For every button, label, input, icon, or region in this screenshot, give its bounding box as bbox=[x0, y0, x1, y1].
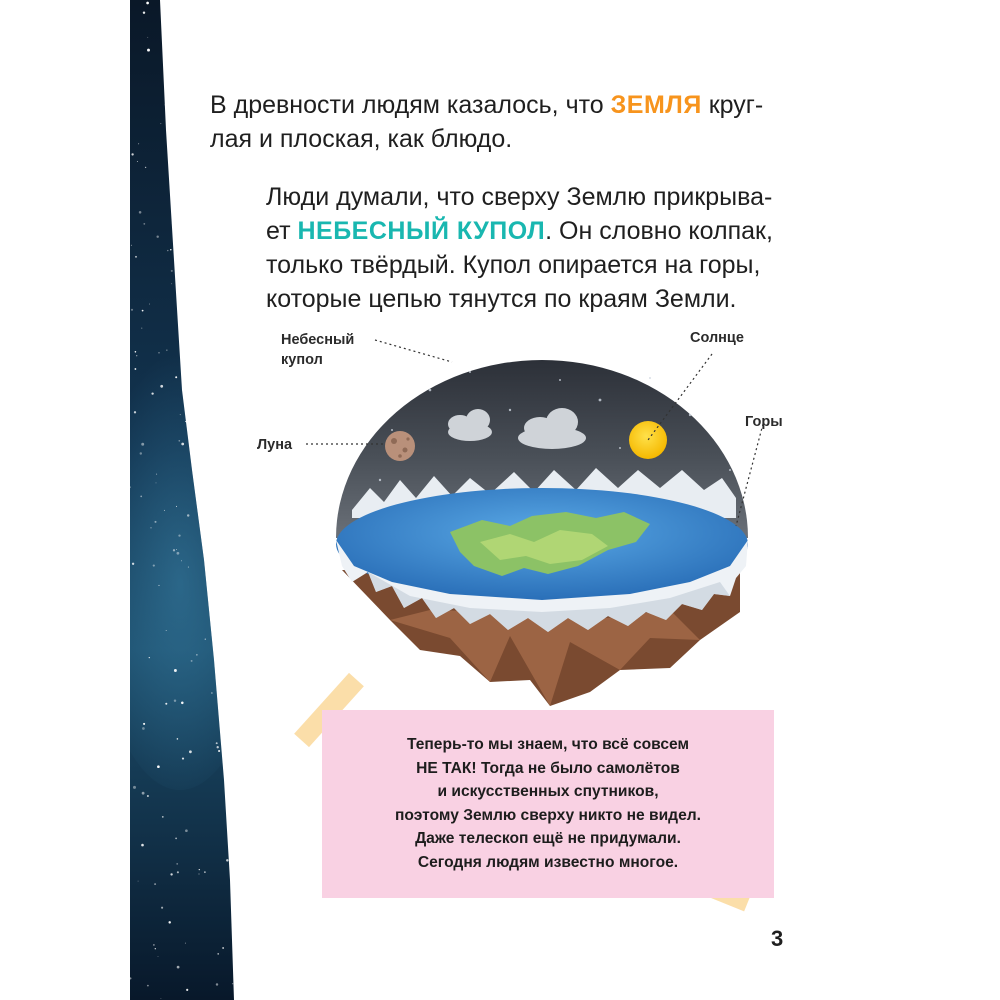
intro-text-after: круг- bbox=[701, 91, 764, 119]
star bbox=[131, 245, 132, 246]
page-number: 3 bbox=[771, 926, 784, 951]
star bbox=[198, 76, 200, 78]
dome-paragraph-line-4: которые цепью тянутся по краям Земли. bbox=[266, 285, 737, 313]
star bbox=[160, 123, 161, 124]
star bbox=[168, 921, 170, 923]
star bbox=[198, 153, 200, 155]
star bbox=[211, 278, 213, 280]
star bbox=[149, 304, 150, 305]
star bbox=[206, 160, 207, 161]
label-sky-dome bbox=[281, 330, 354, 370]
star bbox=[147, 37, 148, 38]
star bbox=[231, 82, 234, 85]
sky-dome-highlight: НЕБЕСНЫЙ КУПОЛ bbox=[297, 217, 546, 245]
label-sky-dome-line-1: Небесный bbox=[281, 332, 355, 348]
star bbox=[222, 947, 224, 949]
dome-paragraph-line-1: Люди думали, что сверху Землю прикрыва- bbox=[266, 183, 773, 211]
note-line: Теперь-то мы знаем, что всё совсем bbox=[406, 736, 690, 753]
star bbox=[216, 983, 218, 985]
star bbox=[172, 222, 174, 224]
star bbox=[188, 294, 191, 297]
star bbox=[142, 310, 144, 312]
star bbox=[146, 2, 149, 5]
label-moon: Луна bbox=[257, 437, 293, 453]
star bbox=[170, 249, 171, 250]
note-line: Даже телескоп ещё не придумали. bbox=[415, 830, 681, 847]
star bbox=[135, 256, 137, 258]
star bbox=[203, 14, 204, 15]
star bbox=[187, 23, 189, 25]
star bbox=[158, 956, 159, 957]
star bbox=[178, 250, 181, 253]
star bbox=[181, 51, 182, 52]
note-line: поэтому Землю сверху никто не видел. bbox=[395, 806, 701, 824]
star bbox=[147, 985, 149, 987]
note-line: и искусственных спутников, bbox=[437, 783, 659, 800]
star bbox=[178, 156, 180, 158]
star bbox=[137, 161, 138, 162]
star bbox=[147, 49, 150, 52]
star bbox=[142, 727, 145, 730]
star bbox=[154, 883, 156, 885]
star bbox=[186, 278, 188, 280]
star bbox=[138, 143, 139, 144]
earth-highlight: ЗЕМЛЯ bbox=[610, 91, 702, 119]
label-sun: Солнце bbox=[690, 330, 744, 346]
star bbox=[177, 966, 180, 969]
star bbox=[232, 983, 233, 984]
star bbox=[217, 953, 219, 955]
star bbox=[131, 153, 133, 155]
star bbox=[156, 235, 158, 237]
star bbox=[195, 145, 198, 148]
dome-paragraph-line-3: только твёрдый. Купол опирается на горы, bbox=[266, 251, 761, 279]
dome-text-before: ет bbox=[266, 217, 298, 245]
dome-text-after: . Он словно колпак, bbox=[545, 217, 773, 245]
note-line: Сегодня людям известно многое. bbox=[417, 853, 679, 871]
star bbox=[231, 893, 232, 894]
star bbox=[143, 223, 145, 225]
star bbox=[232, 5, 233, 6]
note-line: НЕ ТАК! Тогда не было самолётов bbox=[416, 759, 680, 777]
star bbox=[164, 27, 165, 28]
star bbox=[200, 157, 202, 159]
intro-paragraph-line-2: лая и плоская, как блюдо. bbox=[210, 125, 513, 153]
star bbox=[139, 211, 142, 214]
intro-paragraph-line-1 bbox=[210, 88, 763, 123]
star bbox=[160, 998, 161, 999]
star bbox=[198, 7, 199, 8]
star bbox=[155, 948, 156, 949]
flat-earth-illustration bbox=[130, 320, 870, 710]
star bbox=[169, 90, 171, 92]
star bbox=[131, 309, 133, 311]
star bbox=[185, 943, 186, 944]
star bbox=[186, 989, 188, 991]
star bbox=[143, 723, 145, 725]
star bbox=[180, 250, 182, 252]
leader-line-dome bbox=[375, 340, 452, 362]
dome-paragraph-line-2 bbox=[266, 214, 773, 249]
star bbox=[175, 74, 178, 77]
star bbox=[171, 270, 173, 272]
star bbox=[216, 178, 218, 180]
star bbox=[138, 881, 139, 882]
star bbox=[200, 2, 201, 3]
book-page bbox=[130, 0, 870, 1000]
star bbox=[143, 11, 145, 13]
label-mountains: Горы bbox=[745, 414, 783, 430]
star bbox=[229, 1, 231, 3]
star bbox=[145, 167, 146, 168]
star bbox=[161, 907, 163, 909]
star bbox=[191, 142, 193, 144]
star bbox=[228, 302, 231, 305]
star bbox=[167, 250, 168, 251]
star bbox=[165, 104, 167, 106]
star bbox=[200, 295, 203, 298]
star bbox=[195, 86, 197, 88]
note-text bbox=[130, 733, 870, 874]
star bbox=[153, 944, 155, 946]
star bbox=[195, 99, 196, 100]
star bbox=[171, 283, 172, 284]
intro-text-before: В древности людям казалось, что bbox=[210, 91, 611, 119]
label-sky-dome-line-2: купол bbox=[281, 352, 323, 368]
sun-icon bbox=[629, 421, 667, 459]
